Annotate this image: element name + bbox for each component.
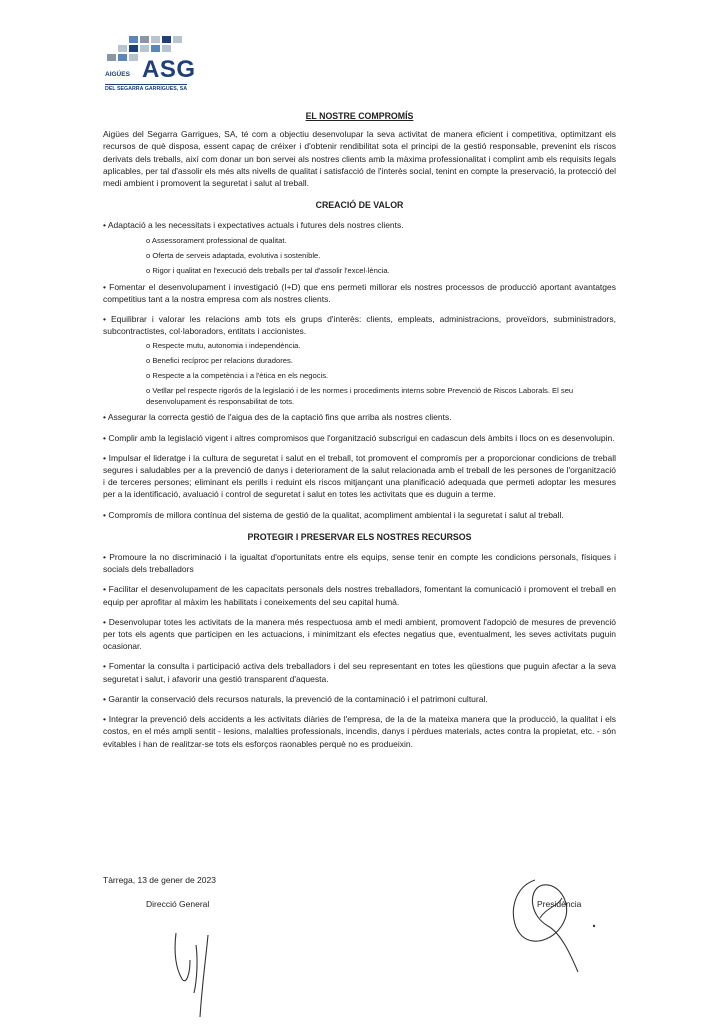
list-item: • Garantir la conservació dels recursos naturals, la prevenció de la contaminació i el patrimoni cultural. <box>103 693 488 704</box>
list-item: • Integrar la prevenció dels accidents a les activitats diàries de l'empresa, de la de la mateixa manera que la producció, la qualitat i els costos, en el més ampli sentit - lesions, malalties professionals, incendis, danys i pèrdues materials, actes contra la propietat, etc. - són evitables i han de realitzar-se tots els esforços raonables perquè no es produeixin. <box>103 714 616 749</box>
signature-right-icon <box>500 868 610 978</box>
list-item: • Adaptació a les necessitats i expectatives actuals i futures dels nostres clients. <box>103 220 404 231</box>
list-item: • Compromís de millora contínua del sistema de gestió de la qualitat, acompliment ambiental i la seguretat i salut al treball. <box>103 509 564 520</box>
list-item: • Assegurar la correcta gestió de l'aigua des de la captació fins que arriba als nostres clients. <box>103 412 452 423</box>
sub-list-item: o Rigor i qualitat en l'execució dels treballs per tal d'assolir l'excel·lència. <box>146 265 390 275</box>
sub-list-item: o Vetllar pel respecte rigorós de la legislació i de les normes i procediments interns sobre Prevenció de Riscos Laborals. El seu desenvolupament és responsabilitat de tots. <box>146 386 574 407</box>
list-item: • Promoure la no discriminació i la igualtat d'oportunitats entre els equips, sense tenir en compte les condicions personals, físiques i socials dels treballadors <box>103 552 616 575</box>
logo-line1: AIGÜES <box>105 71 130 78</box>
list-item: • Facilitar el desenvolupament de les capacitats personals dels nostres treballadors, fomentant la comunicació i promovent el treball en equip per aprofitar al màxim les habilitats i coneixements del seu capital humà. <box>103 584 616 607</box>
list-item: • Impulsar el lideratge i la cultura de seguretat i salut en el treball, tot promovent el compromís per a proporcionar condicions de treball segures i saludables per a la prevenció de danys i deteriorament de la salut relacionada amb el treball de les persones de l'organització i de terceres persones; eliminant els perills i reduint els riscos mitjançant una planificació adequada que permeti adoptar les mesures per a la identificació, avaluació i control de seguretat i salut en totes les activitats que es duguin a terme. <box>103 452 616 500</box>
sub-list-item: o Benefici recíproc per relacions duradores. <box>146 356 293 366</box>
logo-brand: ASG <box>142 56 196 83</box>
sub-list-item: o Oferta de serveis adaptada, evolutiva i sostenible. <box>146 250 321 260</box>
list-item: • Fomentar el desenvolupament i investigació (I+D) que ens permeti millorar els nostres processos de producció aportant avantatges competitius tant a la nostra empresa com als nostres clients. <box>103 281 616 304</box>
sub-list-item: o Respecte a la competència i a l'ètica en els negocis. <box>146 371 329 381</box>
intro-paragraph: Aigües del Segarra Garrigues, SA, té com a objectiu desenvolupar la seva activitat de manera eficient i competitiva, optimitzant els recursos de què disposa, essent capaç de créixer i d'obtenir rendibilitat sota el principi de la gestió responsable, prevenint els riscos derivats dels treballs, així com donar un bon servei als nostres clients amb la màxima professionalitat i complint amb els requisits legals aplicables, per tal d'assolir els més alts nivells de qualitat i satisfacció de l'interès social, tenint en compte la preservació, la protecció del medi ambient i promovent la seguretat i salut al treball. <box>103 129 616 189</box>
document-title: EL NOSTRE COMPROMÍS <box>305 111 414 121</box>
list-item: • Desenvolupar totes les activitats de la manera més respectuosa amb el medi ambient, promovent l'adopció de mesures de prevenció per tots els agents que participen en les actuacions, i minimitzant els efectes negatius que, eventualment, les seves activitats puguin ocasionar. <box>103 616 616 652</box>
sub-list-item: o Assessorament professional de qualitat. <box>146 235 287 245</box>
section-heading-value: CREACIÓ DE VALOR <box>315 200 404 211</box>
signature-label-left: Direcció General <box>146 899 210 909</box>
signature-left-icon <box>168 905 228 1020</box>
logo-line2: DEL SEGARRA GARRIGUES, SA <box>105 86 188 92</box>
section-heading-resources: PROTEGIR I PRESERVAR ELS NOSTRES RECURSOS <box>247 531 472 542</box>
list-item: • Complir amb la legislació vigent i altres compromisos que l'organització subscrigui en cadascun dels àmbits i llocs on es desenvolupin. <box>103 432 615 443</box>
list-item: • Fomentar la consulta i participació activa dels treballadors i del seu representant en totes les qüestions que puguin afectar a la seva seguretat i salut, i afavorir una gestió transparent d'aquesta. <box>103 661 616 684</box>
company-logo <box>105 33 215 101</box>
signature-label-right: Presidència <box>537 899 582 909</box>
document-body <box>103 98 616 750</box>
sub-list-item: o Respecte mutu, autonomia i independència. <box>146 341 301 351</box>
list-item: • Equilibrar i valorar les relacions amb tots els grups d'interès: clients, empleats, administracions, proveïdors, subministradors, subcontractistes, col·laboradors, entitats i accionistes. <box>103 314 616 337</box>
document-date: Tàrrega, 13 de gener de 2023 <box>103 875 216 885</box>
